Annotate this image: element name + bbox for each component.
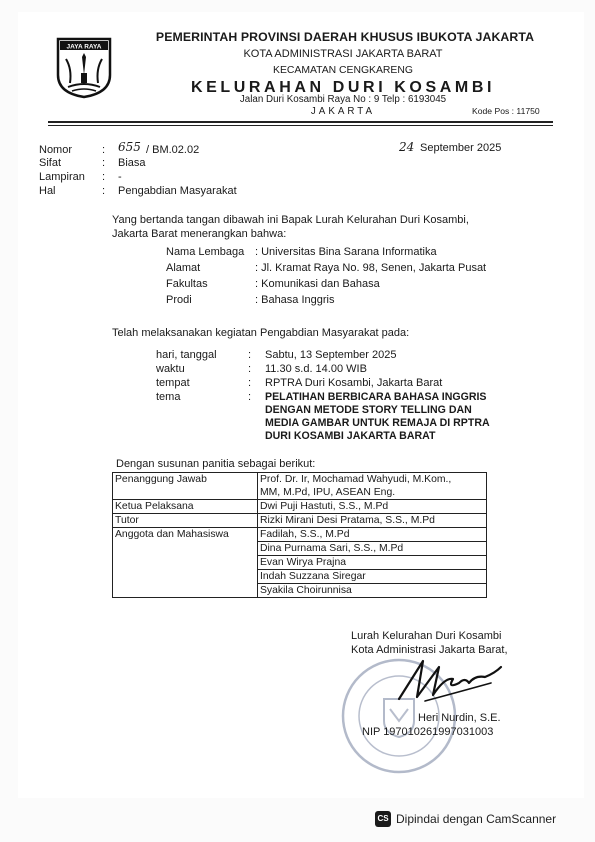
letterhead-district: KECAMATAN CENGKARENG	[273, 65, 413, 76]
hal-label: Hal	[39, 185, 56, 197]
signatory-nip: NIP 197010261997031003	[362, 726, 494, 738]
activity-label: tempat	[156, 377, 190, 389]
committee-table	[112, 472, 487, 598]
tema-line: DENGAN METODE STORY TELLING DAN	[265, 404, 472, 416]
letterhead-city-name: JAKARTA	[310, 106, 376, 117]
activity-label: waktu	[156, 363, 185, 375]
table-row	[113, 514, 487, 528]
detail-label: Nama Lembaga	[166, 246, 245, 258]
sifat-value: Biasa	[118, 157, 146, 169]
lampiran-value: -	[118, 171, 122, 183]
role-cell: Ketua Pelaksana	[113, 500, 258, 514]
name-cell: MM, M.Pd, IPU, ASEAN Eng.	[258, 486, 487, 500]
lampiran-label: Lampiran	[39, 171, 85, 183]
lampiran-colon: :	[102, 171, 106, 183]
activity-colon: :	[248, 349, 252, 361]
letterhead-city: KOTA ADMINISTRASI JAKARTA BARAT	[243, 48, 443, 60]
activity-value: Sabtu, 13 September 2025	[265, 349, 397, 361]
name-cell: Rizki Mirani Desi Pratama, S.S., M.Pd	[258, 514, 487, 528]
handwritten-signature	[395, 653, 505, 713]
role-cell: Anggota dan Mahasiswa	[113, 528, 258, 598]
activity-colon: :	[248, 363, 252, 375]
letterhead-government: PEMERINTAH PROVINSI DAERAH KHUSUS IBUKOTA JAKARTA	[155, 30, 535, 44]
name-cell: Indah Suzzana Siregar	[258, 570, 487, 584]
logo-text: JAYA RAYA	[66, 43, 102, 51]
hal-value: Pengabdian Masyarakat	[118, 185, 237, 197]
activity-intro: Telah melaksanakan kegiatan Pengabdian Masyarakat pada:	[112, 327, 410, 339]
detail-value: : Bahasa Inggris	[255, 294, 335, 306]
postal-code: Kode Pos : 11750	[472, 106, 540, 116]
detail-label: Alamat	[166, 262, 201, 274]
signatory-title-2: Kota Administrasi Jakarta Barat,	[351, 644, 508, 656]
name-cell: Syakila Choirunnisa	[258, 584, 487, 598]
name-cell: Evan Wirya Prajna	[258, 556, 487, 570]
activity-label: tema	[156, 391, 181, 403]
detail-value: : Jl. Kramat Raya No. 98, Senen, Jakarta Pusat	[255, 262, 487, 274]
table-row	[113, 528, 487, 542]
date-handwritten: 24	[399, 140, 415, 154]
nomor-label: Nomor	[39, 144, 73, 156]
letterhead-divider	[48, 121, 553, 123]
detail-label: Fakultas	[166, 278, 208, 290]
activity-colon: :	[248, 391, 252, 403]
committee-intro: Dengan susunan panitia sebagai berikut:	[116, 458, 316, 470]
sifat-label: Sifat	[39, 157, 62, 169]
letterhead-village: KELURAHAN DURI KOSAMBI	[190, 79, 496, 96]
activity-value: RPTRA Duri Kosambi, Jakarta Barat	[265, 377, 443, 389]
role-cell: Penanggung Jawab	[113, 473, 258, 500]
name-cell: Prof. Dr. Ir, Mochamad Wahyudi, M.Kom.,	[258, 473, 487, 487]
tema-line: PELATIHAN BERBICARA BAHASA INGGRIS	[265, 391, 487, 403]
activity-value: 11.30 s.d. 14.00 WIB	[265, 363, 367, 375]
detail-label: Prodi	[166, 294, 192, 306]
camscanner-caption: Dipindai dengan CamScanner	[396, 812, 557, 826]
signatory-title-1: Lurah Kelurahan Duri Kosambi	[351, 630, 502, 642]
nomor-value: / BM.02.02	[146, 144, 200, 156]
date-value: September 2025	[420, 142, 502, 154]
hal-colon: :	[102, 185, 106, 197]
activity-label: hari, tanggal	[156, 349, 217, 361]
tema-line: DURI KOSAMBI JAKARTA BARAT	[265, 430, 436, 442]
intro-line-2: Jakarta Barat menerangkan bahwa:	[112, 228, 287, 240]
nomor-colon: :	[102, 144, 106, 156]
tema-line: MEDIA GAMBAR UNTUK REMAJA DI RPTRA	[265, 417, 490, 429]
role-cell: Tutor	[113, 514, 258, 528]
camscanner-icon: CS	[375, 811, 391, 827]
name-cell: Fadilah, S.S., M.Pd	[258, 528, 487, 542]
letterhead-address: Jalan Duri Kosambi Raya No : 9 Telp : 6193045	[239, 94, 447, 105]
sifat-colon: :	[102, 157, 106, 169]
nomor-handwritten: 655	[118, 140, 141, 154]
detail-value: : Universitas Bina Sarana Informatika	[255, 246, 437, 258]
activity-colon: :	[248, 377, 252, 389]
table-row	[113, 500, 487, 514]
intro-line-1: Yang bertanda tangan dibawah ini Bapak Lurah Kelurahan Duri Kosambi,	[112, 214, 469, 226]
name-cell: Dina Purnama Sari, S.S., M.Pd	[258, 542, 487, 556]
table-row	[113, 473, 487, 487]
signatory-name: Heri Nurdin, S.E.	[418, 712, 501, 724]
name-cell: Dwi Puji Hastuti, S.S., M.Pd	[258, 500, 487, 514]
letterhead-divider-thin	[48, 125, 553, 126]
detail-value: : Komunikasi dan Bahasa	[255, 278, 380, 290]
